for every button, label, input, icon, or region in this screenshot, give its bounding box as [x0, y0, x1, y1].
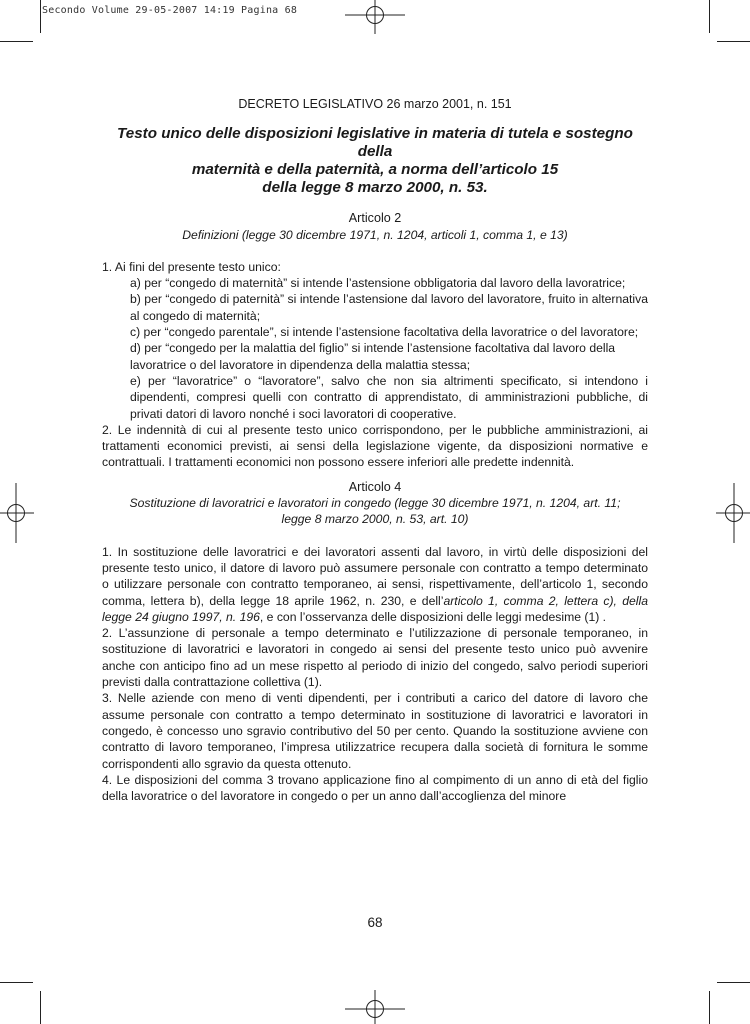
crop-mark: [717, 41, 750, 42]
crop-mark: [0, 41, 33, 42]
registration-mark-icon: [345, 990, 405, 1024]
crop-mark: [717, 982, 750, 983]
paragraph-text: , e con l’osservanza delle disposizioni delle leggi medesime (1) .: [259, 609, 607, 624]
article-heading: Articolo 4: [348, 479, 402, 494]
law-reference: articolo 1, comma 2, lettera c), della legge 24 giugno 1997, n. 196: [102, 593, 648, 624]
title-line: Testo unico delle disposizioni legislative in materia di tutela e sostegno della: [117, 125, 633, 161]
list-item: c) per “congedo parentale”, si intende l’astensione facoltativa della lavoratrice o del lavoratore;: [130, 325, 639, 340]
crop-mark: [709, 0, 710, 33]
crop-mark: [40, 0, 41, 33]
paragraph: 1. Ai fini del presente testo unico:: [102, 259, 281, 274]
title-line: della legge 8 marzo 2000, n. 53.: [262, 179, 488, 197]
article-subtitle: legge 8 marzo 2000, n. 53, art. 10): [281, 512, 469, 527]
crop-mark: [0, 982, 33, 983]
registration-mark-icon: [0, 483, 34, 543]
paragraph: 3. Nelle aziende con meno di venti dipendenti, per i contributi a carico del datore di lavoro che assume personale con contratto a tempo determinato in sostituzione di lavoratrici e lavoratori in congedo, è concesso uno sgravio contributivo del 50 per cento. Quando la sostituzione avviene con contratto di lavoro temporaneo, l’impresa utilizzatrice recupera dalla società di fornitura le somme corrispondenti allo sgravio da questa ottenuto.: [102, 691, 648, 771]
list-item: a) per “congedo di maternità” si intende l’astensione obbligatoria dal lavoro della lavoratrice;: [130, 276, 626, 291]
article-subtitle: Definizioni (legge 30 dicembre 1971, n. 1204, articoli 1, comma 1, e 13): [182, 227, 568, 242]
page-number: 68: [367, 915, 383, 930]
title-line: maternità e della paternità, a norma dell’articolo 15: [191, 161, 559, 179]
article-subtitle: Sostituzione di lavoratrici e lavoratori in congedo (legge 30 dicembre 1971, n. 1204, art. 11;: [129, 496, 621, 511]
paragraph: 2. L’assunzione di personale a tempo determinato e l’utilizzazione di personale temporaneo, in sostituzione di lavoratrici e lavoratori in congedo ai sensi del presente testo unico può avvenire anche con anticipo fino ad un mese rispetto al periodo di inizio del congedo, salvo periodi superiori previsti dalla contrattazione collettiva (1).: [102, 626, 648, 690]
list-item: lavoratrice o del lavoratore in dipendenza della malattia stessa;: [130, 357, 471, 372]
paragraph: [102, 544, 648, 625]
page-content: [102, 96, 648, 804]
print-slug: Secondo Volume 29-05-2007 14:19 Pagina 68: [42, 5, 298, 16]
paragraph-text: 1. In sostituzione delle lavoratrici e dei lavoratori assenti dal lavoro, in virtù delle disposizioni del presente testo unico, il datore di lavoro può assumere personale con contratto a tempo determinato o utilizzare personale con contratto temporaneo, ai sensi, rispettivamente, dell’articolo 1, secondo comma, lettera b), della legge 18 aprile 1962, n. 230, e dell’: [102, 544, 648, 608]
paragraph: 2. Le indennità di cui al presente testo unico corrispondono, per le pubbliche amministrazioni, ai trattamenti economici previsti, ai sensi della legislazione vigente, da disposizioni normative e contrattuali. I trattamenti economici non possono essere inferiori alle predette indennità.: [102, 422, 648, 470]
paragraph: 4. Le disposizioni del comma 3 trovano applicazione fino al compimento di un anno di età del figlio della lavoratrice o del lavoratore in congedo o per un anno dall’accoglienza del minore: [102, 772, 648, 804]
list-item: b) per “congedo di paternità” si intende l’astensione dal lavoro del lavoratore, fruito in alternativa al congedo di maternità;: [130, 292, 648, 323]
decree-header: DECRETO LEGISLATIVO 26 marzo 2001, n. 151: [238, 97, 512, 111]
registration-mark-icon: [345, 0, 405, 34]
crop-mark: [40, 991, 41, 1024]
document-title: [102, 125, 648, 197]
crop-mark: [709, 991, 710, 1024]
registration-mark-icon: [716, 483, 750, 543]
list-item: e) per “lavoratrice” o “lavoratore”, salvo che non sia altrimenti specificato, si intendono i dipendenti, compresi quelli con contratto di apprendistato, di amministrazioni pubbliche, di privati datori di lavoro nonché i soci lavoratori di cooperative.: [130, 373, 648, 421]
list-item: d) per “congedo per la malattia del figlio” si intende l’astensione facoltativa dal lavoro della: [130, 341, 616, 356]
article-heading: Articolo 2: [348, 211, 402, 226]
